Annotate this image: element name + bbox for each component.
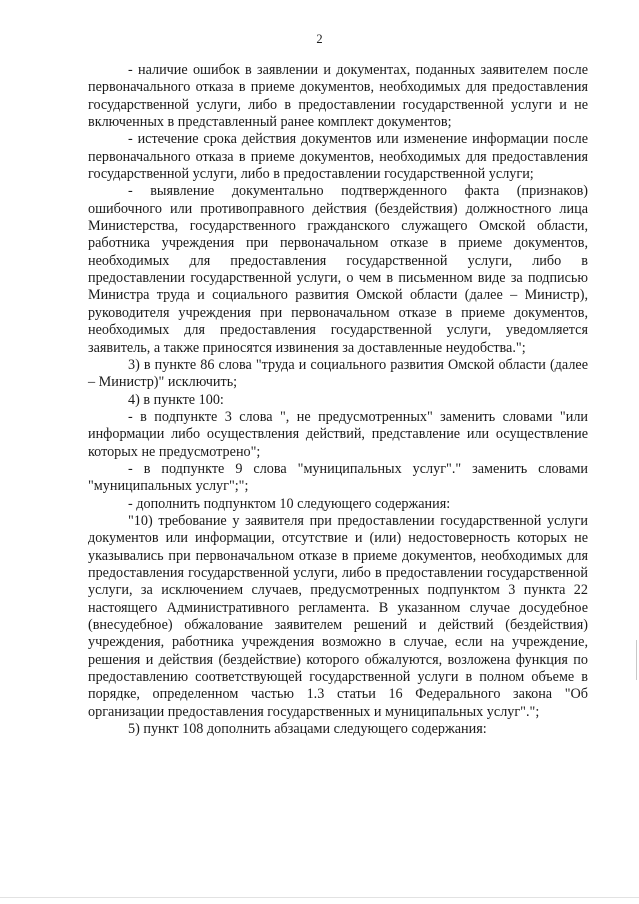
paragraph: - наличие ошибок в заявлении и документах, поданных заявителем после первоначального отказа в приеме документов, необходимых для предоставления государственной услуги, либо в предоставлении государственной услуги и не включенных в представленный ранее комплект документов; [88, 62, 588, 131]
paragraph: - выявление документально подтвержденного факта (признаков) ошибочного или противоправного действия (бездействия) должностного лица Министерства, государственного гражданского служащего Омской области, работника учреждения при первоначальном отказе в приеме документов, необходимых для предоставления государственной услуги, либо в предоставлении государственной услуги, о чем в письменном виде за подписью Министра труда и социального развития Омской области (далее – Министр), руководителя учреждения при первоначальном отказе в приеме документов, необходимых для предоставления государственной услуги, уведомляется заявитель, а также приносятся извинения за доставленные неудобства."; [88, 183, 588, 356]
paragraph: 4) в пункте 100: [128, 391, 224, 408]
paragraph: - в подпункте 9 слова "муниципальных услуг"." заменить словами "муниципальных услуг";"; [88, 460, 588, 495]
scan-edge-mark [636, 640, 637, 680]
page-number: 2 [316, 32, 323, 46]
paragraph: "10) требование у заявителя при предоставлении государственной услуги документов или информации, отсутствие и (или) недостоверность которых не указывались при первоначальном отказе в приеме документов, необходимых для предоставления государственной услуги, либо в предоставлении государственной услуги, за исключением случаев, предусмотренных подпунктом 3 пункта 22 настоящего Административного регламента. В указанном случае досудебное (внесудебное) обжалование заявителем решений и действий (бездействия) учреждения, работника учреждения возможно в случае, если на учреждение, решения и действия (бездействие) которого обжалуются, возложена функция по предоставлению соответствующей государственной услуги в полном объеме в порядке, определенном частью 1.3 статьи 16 Федерального закона "Об организации предоставления государственных и муниципальных услуг"."; [88, 512, 588, 720]
paragraph: - истечение срока действия документов или изменение информации после первоначального отказа в приеме документов, необходимых для предоставления государственной услуги, либо в предоставлении государственной услуги; [88, 131, 588, 183]
paragraph: - дополнить подпунктом 10 следующего содержания: [128, 495, 451, 512]
paragraph: 5) пункт 108 дополнить абзацами следующего содержания: [128, 721, 487, 738]
paragraph: 3) в пункте 86 слова "труда и социального развития Омской области (далее – Министр)" исключить; [88, 356, 588, 391]
scan-bottom-edge [0, 897, 639, 898]
paragraph: - в подпункте 3 слова ", не предусмотренных" заменить словами "или информации либо осуществления действий, представление или осуществление которых не предусмотрено"; [88, 408, 588, 460]
document-body [88, 62, 588, 738]
